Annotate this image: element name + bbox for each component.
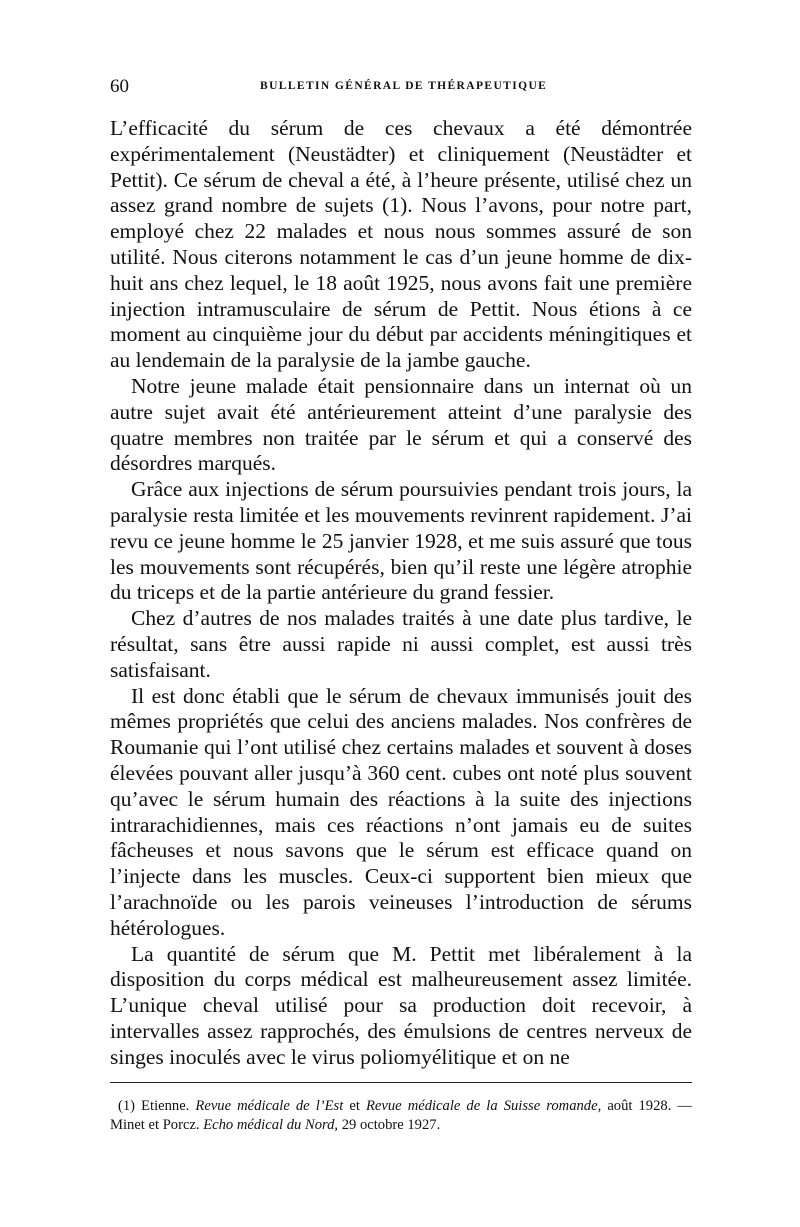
- footnote-author: Minet et Porcz.: [110, 1117, 200, 1133]
- paragraph: Il est donc établi que le sérum de chevaux immunisés jouit des mêmes propriétés que celui des anciens malades. Nos confrères de Roumanie qui l’ont utilisé chez certains malades et souvent à doses élevées pouvant aller jusqu’à 360 cent. cubes ont noté plus souvent qu’avec le sérum humain des réactions à la suite des injections intrarachidiennes, mais ces réactions n’ont jamais eu de suites fâcheuses et nous savons que le sérum est efficace quand on l’injecte dans les muscles. Ceux-ci supportent bien mieux que l’arachnoïde ou les parois veineuses l’introduction de sérums hétérologues.: [110, 683, 692, 940]
- page-number: 60: [110, 76, 129, 97]
- body-text: [110, 116, 692, 1070]
- paragraph: L’efficacité du sérum de ces chevaux a été démontrée expérimentalement (Neustädter) et cliniquement (Neustädter et Pettit). Ce sérum de cheval a été, à l’heure présente, utilisé chez un assez grand nombre de sujets (1). Nous l’avons, pour notre part, employé chez 22 malades et nous nous sommes assuré de son utilité. Nous citerons notamment le cas d’un jeune homme de dix-huit ans chez lequel, le 18 août 1925, nous avons fait une première injection intramusculaire de sérum de Pettit. Nous étions à ce moment au cinquième jour du début par accidents méningitiques et au lendemain de la paralysie de la jambe gauche.: [110, 116, 692, 373]
- footnote-journal: Revue médicale de la Suisse romande,: [365, 1098, 602, 1114]
- page-header: [110, 76, 690, 100]
- paragraph: Notre jeune malade était pensionnaire dans un internat où un autre sujet avait été antérieurement atteint d’une paralysie des quatre membres non traitée par le sérum et qui a conservé des désordres marqués.: [110, 373, 692, 476]
- footnote-journal: Revue médicale de l’Est: [195, 1098, 344, 1114]
- running-title: BULLETIN GÉNÉRAL DE THÉRAPEUTIQUE: [260, 80, 548, 92]
- footnote-date: 29 octobre 1927.: [341, 1117, 441, 1133]
- paragraph: La quantité de sérum que M. Pettit met libéralement à la disposition du corps médical est malheureusement assez limitée. L’unique cheval utilisé pour sa production doit recevoir, à intervalles assez rapprochés, des émulsions de centres nerveux de singes inoculés avec le virus poliomyélitique et on ne: [110, 941, 692, 1069]
- footnote-journal: Echo médical du Nord,: [203, 1117, 339, 1133]
- footnote-conjunction: et: [349, 1098, 360, 1114]
- paragraph: Chez d’autres de nos malades traités à une date plus tardive, le résultat, sans être aussi rapide ni aussi complet, est aussi très satisfaisant.: [110, 606, 692, 682]
- footnote-divider: [110, 1082, 692, 1083]
- paragraph: Grâce aux injections de sérum poursuivies pendant trois jours, la paralysie resta limitée et les mouvements revinrent rapidement. J’ai revu ce jeune homme le 25 janvier 1928, et me suis assuré que tous les mouvements sont récupérés, bien qu’il reste une légère atrophie du triceps et de la partie antérieure du grand fessier.: [110, 477, 692, 605]
- footnote: [110, 1097, 692, 1135]
- footnote-date: août 1928. —: [607, 1098, 693, 1114]
- footnote-author: Etienne.: [141, 1098, 190, 1114]
- footnote-marker: (1): [118, 1098, 136, 1114]
